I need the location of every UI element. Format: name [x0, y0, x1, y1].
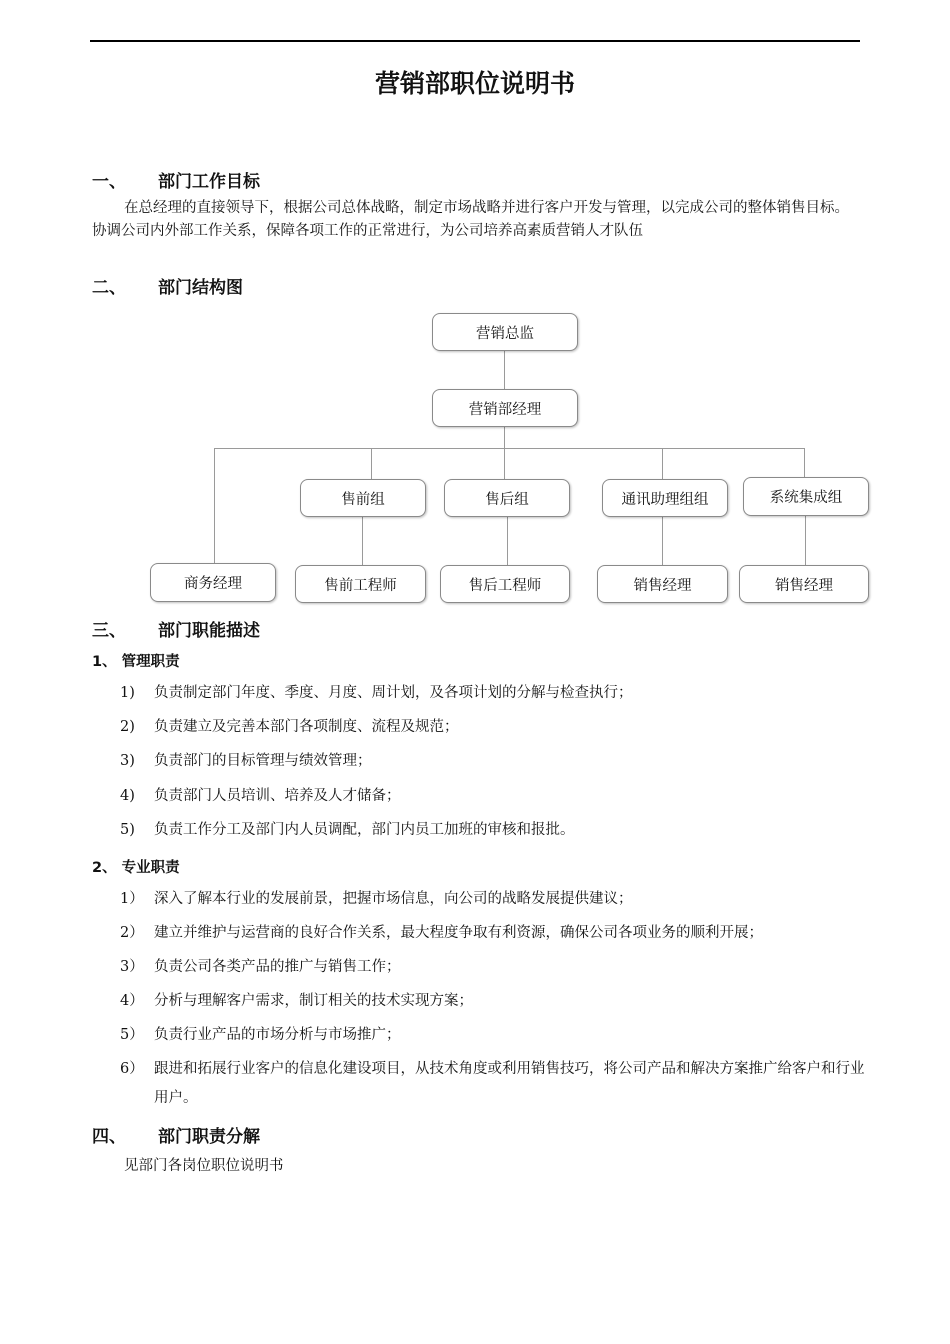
section-number: 二、 — [92, 278, 126, 298]
org-box-presales-engineer: 售前工程师 — [295, 565, 426, 603]
item-number: 1） — [120, 891, 144, 907]
section-heading-breakdown — [92, 1122, 260, 1147]
connector-line — [804, 448, 805, 477]
org-box-aftersales-group: 售后组 — [444, 479, 570, 517]
org-box-business-manager: 商务经理 — [150, 563, 276, 602]
connector-line — [362, 516, 363, 565]
section-heading-functions — [92, 616, 260, 641]
section-title: 部门工作目标 — [158, 172, 260, 192]
org-box-director: 营销总监 — [432, 313, 578, 351]
list-item — [120, 1055, 865, 1113]
connector-line — [504, 351, 505, 389]
list-item — [120, 1021, 865, 1050]
org-box-aftersales-engineer: 售后工程师 — [440, 565, 570, 603]
item-number: 5） — [120, 1027, 144, 1043]
connector-line — [504, 426, 505, 448]
item-text: 跟进和拓展行业客户的信息化建设项目，从技术角度或利用销售技巧，将公司产品和解决方案推广给客户和行业用户。 — [154, 1061, 865, 1106]
item-text: 负责行业产品的市场分析与市场推广； — [154, 1027, 401, 1043]
org-box-sales-manager: 销售经理 — [739, 565, 869, 603]
item-number: 3) — [120, 753, 135, 769]
section-number: 一、 — [92, 172, 126, 192]
connector-line — [805, 515, 806, 565]
item-number: 3） — [120, 959, 144, 975]
connector-line — [214, 448, 215, 564]
item-number: 2） — [120, 925, 144, 941]
item-number: 1) — [120, 685, 135, 701]
section-title: 部门结构图 — [158, 278, 243, 298]
item-text: 负责制定部门年度、季度、月度、周计划，及各项计划的分解与检查执行； — [154, 685, 633, 701]
list-item — [120, 987, 865, 1016]
list-item — [120, 953, 865, 982]
item-number: 4） — [120, 993, 144, 1009]
item-text: 分析与理解客户需求，制订相关的技术实现方案； — [154, 993, 473, 1009]
item-text: 负责公司各类产品的推广与销售工作； — [154, 959, 401, 975]
section-title: 部门职能描述 — [158, 621, 260, 641]
connector-line — [662, 448, 663, 479]
document-title: 营销部职位说明书 — [374, 69, 575, 98]
item-number: 6） — [120, 1061, 144, 1077]
connector-line — [371, 448, 372, 479]
item-text: 建立并维护与运营商的良好合作关系，最大程度争取有利资源，确保公司各项业务的顺利开展； — [154, 925, 763, 941]
subheading-professional: 2、 专业职责 — [92, 860, 180, 876]
subheading-management: 1、 管理职责 — [92, 654, 180, 670]
list-item — [120, 919, 865, 948]
org-box-sales-manager: 销售经理 — [597, 565, 728, 603]
item-text: 负责部门人员培训、培养及人才储备； — [154, 788, 401, 804]
item-text: 深入了解本行业的发展前景，把握市场信息，向公司的战略发展提供建议； — [154, 891, 633, 907]
item-text: 负责工作分工及部门内人员调配，部门内员工加班的审核和报批。 — [154, 822, 575, 838]
section-number: 四、 — [92, 1127, 126, 1147]
goals-text: 在总经理的直接领导下，根据公司总体战略，制定市场战略并进行客户开发与管理，以完成公司的整体销售目标。协调公司内外部工作关系，保障各项工作的正常进行，为公司培养高素质营销人才队伍 — [92, 200, 849, 239]
item-number: 5) — [120, 822, 135, 838]
list-item — [120, 885, 865, 914]
connector-line — [662, 516, 663, 565]
org-box-manager: 营销部经理 — [432, 389, 578, 427]
connector-line — [507, 516, 508, 565]
list-item — [120, 713, 865, 742]
org-box-system-integration-group: 系统集成组 — [743, 477, 869, 516]
org-box-comm-assistant-group: 通讯助理组组 — [602, 479, 728, 517]
connector-line — [214, 448, 805, 449]
connector-line — [504, 448, 505, 479]
section-number: 三、 — [92, 621, 126, 641]
section-title: 部门职责分解 — [158, 1127, 260, 1147]
org-box-presales-group: 售前组 — [300, 479, 426, 517]
item-text: 负责建立及完善本部门各项制度、流程及规范； — [154, 719, 459, 735]
list-item — [120, 679, 865, 708]
item-number: 2) — [120, 719, 135, 735]
list-item — [120, 782, 865, 811]
list-item — [120, 747, 865, 776]
item-text: 负责部门的目标管理与绩效管理； — [154, 753, 372, 769]
breakdown-text: 见部门各岗位职位说明书 — [124, 1158, 284, 1174]
item-number: 4) — [120, 788, 135, 804]
list-item — [120, 816, 865, 845]
